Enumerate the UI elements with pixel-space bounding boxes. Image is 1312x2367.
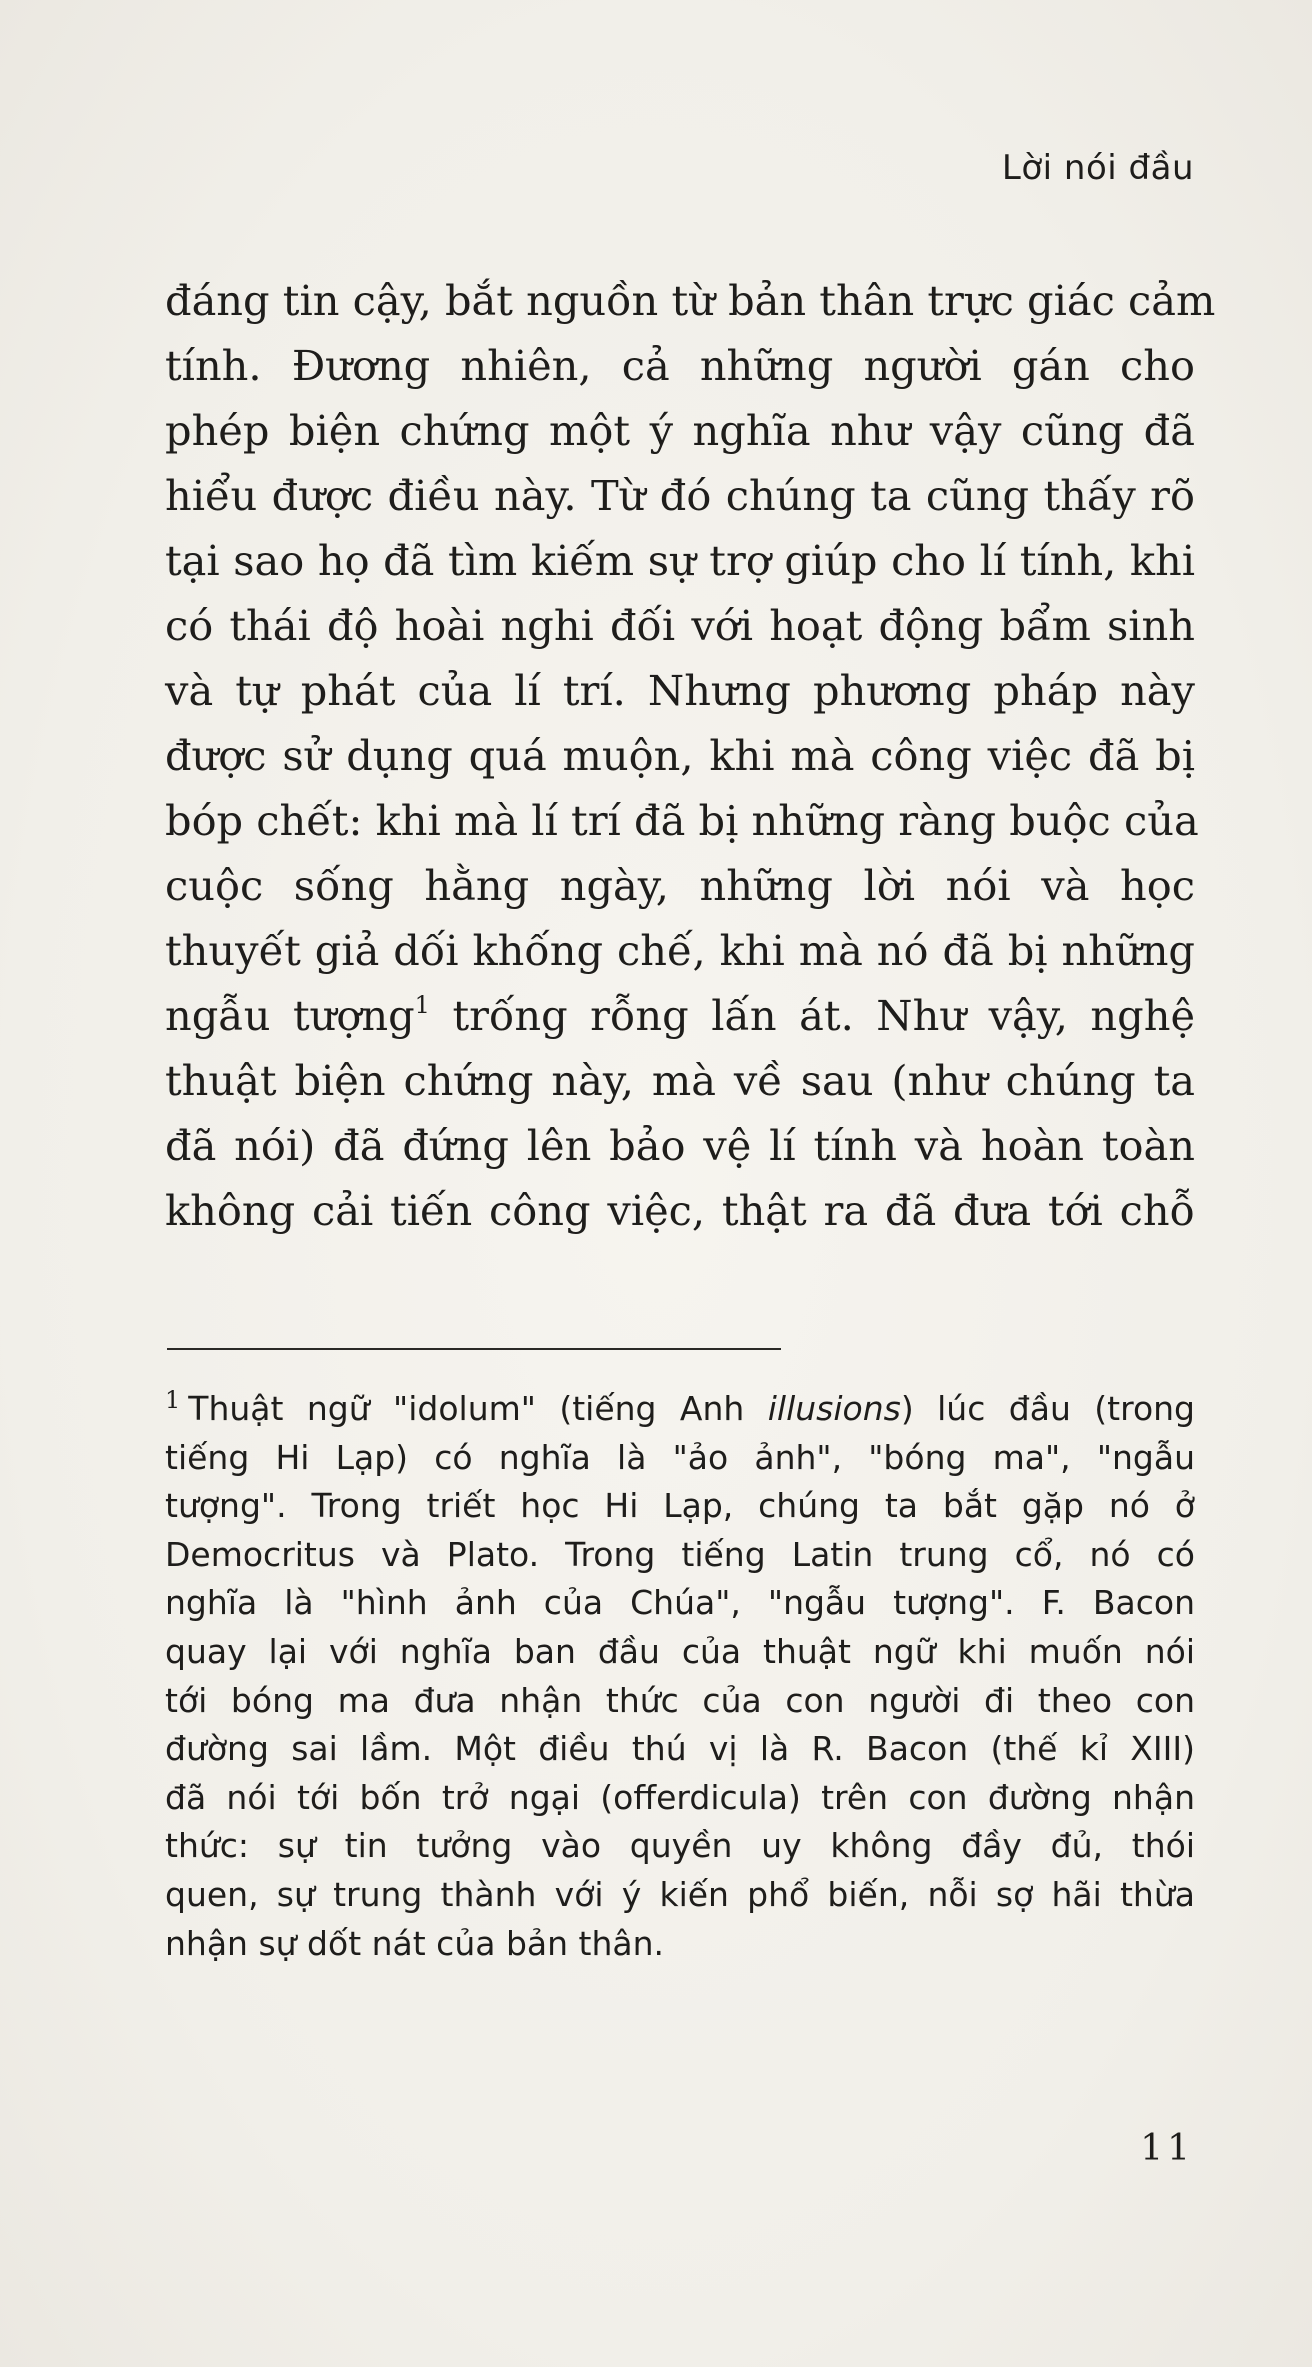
footnote-segment: Thuật ngữ "idolum" (tiếng Anh (188, 1389, 768, 1428)
footnote-line (165, 1385, 1195, 1434)
footnote-number: 1 (165, 1386, 181, 1414)
footnote-line: tiếng Hi Lạp) có nghĩa là "ảo ảnh", "bóng ma", "ngẫu (165, 1437, 1195, 1477)
body-line: tại sao họ đã tìm kiếm sự trợ giúp cho lí tính, khi (165, 536, 1195, 585)
body-line: cuộc sống hằng ngày, những lời nói và học (165, 861, 1195, 910)
body-line: tính. Đương nhiên, cả những người gán cho (165, 341, 1195, 390)
body-line: phép biện chứng một ý nghĩa như vậy cũng đã (165, 406, 1195, 455)
footnote-line: tới bóng ma đưa nhận thức của con người đi theo con (165, 1680, 1195, 1720)
body-line: hiểu được điều này. Từ đó chúng ta cũng thấy rõ (165, 471, 1195, 520)
footnote-line: đường sai lầm. Một điều thú vị là R. Bacon (thế kỉ XIII) (165, 1729, 1195, 1769)
footnote-line: Democritus và Plato. Trong tiếng Latin trung cổ, nó có (165, 1534, 1195, 1574)
footnote-line: nghĩa là "hình ảnh của Chúa", "ngẫu tượng". F. Bacon (165, 1583, 1195, 1623)
body-line-segment: ngẫu tượng (165, 991, 415, 1040)
page-number: 11 (1140, 2128, 1194, 2169)
body-line: thuyết giả dối khống chế, khi mà nó đã bị những (165, 926, 1195, 975)
footnote-reference-mark[interactable]: 1 (414, 991, 430, 1019)
body-line: đáng tin cậy, bắt nguồn từ bản thân trực giác cảm (165, 276, 1216, 325)
footnote-line: quay lại với nghĩa ban đầu của thuật ngữ khi muốn nói (165, 1631, 1195, 1671)
footnote-italic-term: illusions (767, 1389, 901, 1428)
footnote-line: thức: sự tin tưởng vào quyền uy không đầy đủ, thói (165, 1826, 1195, 1866)
body-line: không cải tiến công việc, thật ra đã đưa tới chỗ (165, 1186, 1195, 1235)
body-line-segment: trống rỗng lấn át. Như vậy, nghệ (429, 991, 1195, 1040)
footnote-separator-rule (167, 1348, 781, 1350)
body-line: được sử dụng quá muộn, khi mà công việc đã bị (165, 731, 1195, 780)
footnote-segment: ) lúc đầu (trong (900, 1389, 1195, 1428)
footnote-line: tượng". Trong triết học Hi Lạp, chúng ta bắt gặp nó ở (165, 1486, 1195, 1526)
footnote-line: đã nói tới bốn trở ngại (offerdicula) trên con đường nhận (165, 1777, 1195, 1817)
body-line: thuật biện chứng này, mà về sau (như chúng ta (165, 1056, 1195, 1105)
footnote (165, 1385, 1195, 1968)
running-head: Lời nói đầu (1001, 148, 1194, 188)
body-line: bóp chết: khi mà lí trí đã bị những ràng buộc của (165, 796, 1199, 845)
body-line-with-footnote-mark (165, 983, 1195, 1048)
body-line: đã nói) đã đứng lên bảo vệ lí tính và hoàn toàn (165, 1121, 1195, 1170)
body-text (165, 268, 1216, 1243)
body-line: có thái độ hoài nghi đối với hoạt động bẩm sinh (165, 601, 1195, 650)
footnote-line: nhận sự dốt nát của bản thân. (165, 1923, 665, 1963)
footnote-line: quen, sự trung thành với ý kiến phổ biến, nỗi sợ hãi thừa (165, 1874, 1195, 1914)
body-line: và tự phát của lí trí. Nhưng phương pháp này (165, 666, 1195, 715)
